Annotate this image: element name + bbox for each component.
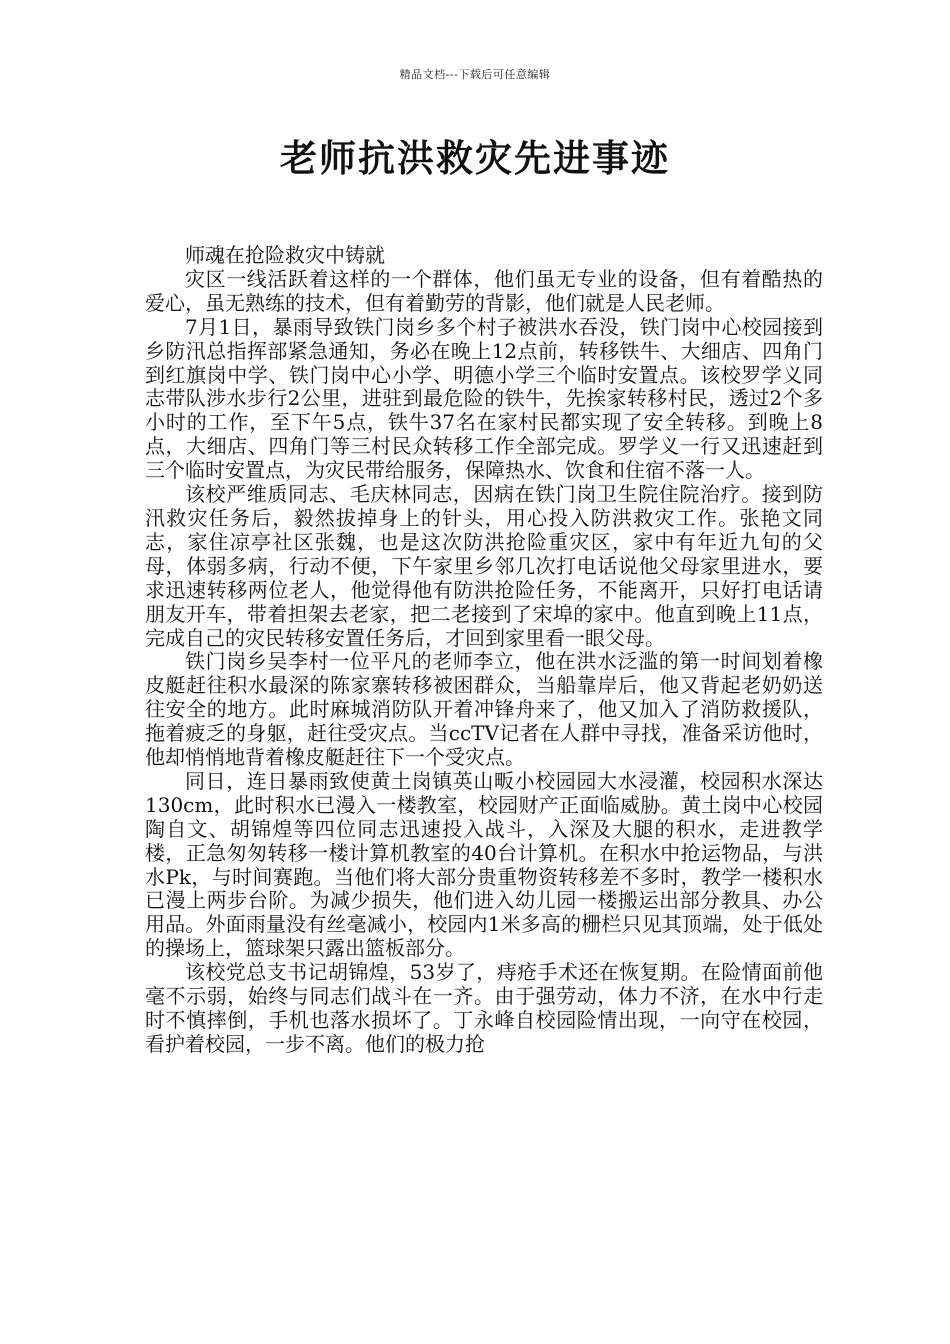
document-title: 老师抗洪救灾先进事迹 [280, 137, 670, 180]
paragraph: 该校严维质同志、毛庆林同志，因病在铁门岗卫生院住院治疗。接到防汛救灾任务后，毅然拔掉身上的针头，用心投入防洪救灾工作。张艳文同志，家住凉亭社区张魏，也是这次防洪抢险重灾区，家中有年近九旬的父母，体弱多病，行动不便，下午家里乡邻几次打电话说他父母家里进水，要求迅速转移两位老人，他觉得他有防洪抢险任务，不能离开，只好打电话请朋友开车，带着担架去老家，把二老接到了宋埠的家中。他直到晚上11点，完成自己的灾民转移安置任务后，才回到家里看一眼父母。 [145, 482, 823, 650]
paragraph: 铁门岗乡吴李村一位平凡的老师李立，他在洪水泛滥的第一时间划着橡皮艇赶往积水最深的陈家寨转移被困群众，当船靠岸后，他又背起老奶奶送往安全的地方。此时麻城消防队开着冲锋舟来了，他又加入了消防救援队，拖着疲乏的身躯，赶往受灾点。当ccTV记者在人群中寻找，准备采访他时，他却悄悄地背着橡皮艇赶往下一个受灾点。 [145, 649, 823, 770]
paragraph: 7月1日，暴雨导致铁门岗乡多个村子被洪水吞没，铁门岗中心校园接到乡防汛总指挥部紧急通知，务必在晚上12点前，转移铁牛、大细店、四角门到红旗岗中学、铁门岗中心小学、明德小学三个临时安置点。该校罗学义同志带队涉水步行2公里，进驻到最危险的铁牛，先挨家转移村民，透过2个多小时的工作，至下午5点，铁牛37名在家村民都实现了安全转移。到晚上8点，大细店、四角门等三村民众转移工作全部完成。罗学义一行又迅速赶到三个临时安置点，为灾民带给服务，保障热水、饮食和住宿不落一人。 [145, 314, 823, 483]
document-body [145, 244, 823, 1057]
header-note: 精品文档---下载后可任意编辑 [399, 68, 551, 81]
paragraph: 同日，连日暴雨致使黄土岗镇英山畈小校园园大水浸灌，校园积水深达130cm，此时积水已漫入一楼教室，校园财产正面临威胁。黄土岗中心校园陶自文、胡锦煌等四位同志迅速投入战斗，入深及大腿的积水，走进教学楼，正急匆匆转移一楼计算机教室的40台计算机。在积水中抢运物品，与洪水Pk，与时间赛跑。当他们将大部分贵重物资转移差不多时，教学一楼积水已漫上两步台阶。为减少损失，他们进入幼儿园一楼搬运出部分教具、办公用品。外面雨量没有丝毫减小，校园内1米多高的栅栏只见其顶端，处于低处的操场上，篮球架只露出篮板部分。 [145, 768, 823, 961]
paragraph-subtitle: 师魂在抢险救灾中铸就 [185, 243, 385, 267]
paragraph: 灾区一线活跃着这样的一个群体，他们虽无专业的设备，但有着酷热的爱心，虽无熟练的技术，但有着勤劳的背影，他们就是人民老师。 [145, 266, 823, 315]
paragraph: 该校党总支书记胡锦煌，53岁了，痔疮手术还在恢复期。在险情面前他毫不示弱，始终与同志们战斗在一齐。由于强劳动，体力不济，在水中行走时不慎摔倒，手机也落水损坏了。丁永峰自校园险情出现，一向守在校园，看护着校园，一步不离。他们的极力抢 [145, 960, 823, 1056]
